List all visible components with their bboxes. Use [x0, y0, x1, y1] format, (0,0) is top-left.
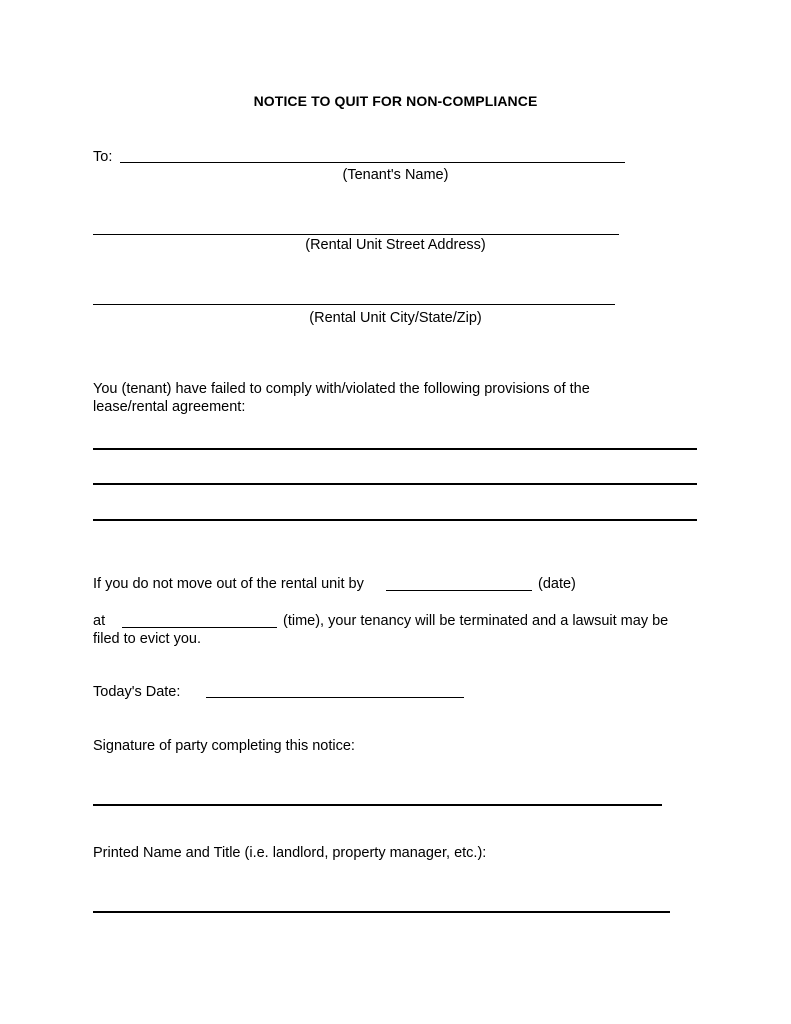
violation-text-line1: You (tenant) have failed to comply with/violated the following provisions of the: [93, 381, 590, 397]
provision-line-1[interactable]: [93, 448, 697, 450]
at-label: at: [93, 613, 106, 629]
provision-line-3[interactable]: [93, 519, 697, 521]
violation-paragraph: [93, 380, 713, 416]
move-out-text: If you do not move out of the rental unit by: [93, 576, 364, 592]
tenant-name-caption: (Tenant's Name): [342, 167, 449, 183]
violation-text-line2: lease/rental agreement:: [93, 399, 246, 415]
date-label: (date): [538, 576, 576, 592]
document-title: NOTICE TO QUIT FOR NON-COMPLIANCE: [253, 93, 538, 109]
provision-line-2[interactable]: [93, 483, 697, 485]
printed-name-label: Printed Name and Title (i.e. landlord, property manager, etc.):: [93, 845, 487, 861]
signature-field[interactable]: [93, 804, 662, 806]
todays-date-label: Today's Date:: [93, 684, 181, 700]
move-out-date-field[interactable]: [386, 590, 532, 591]
termination-text-line2: filed to evict you.: [93, 631, 201, 647]
move-out-time-field[interactable]: [122, 627, 277, 628]
street-address-caption: (Rental Unit Street Address): [305, 237, 486, 253]
to-label: To:: [93, 149, 113, 165]
printed-name-field[interactable]: [93, 911, 670, 913]
termination-text-line1: (time), your tenancy will be terminated and a lawsuit may be: [283, 613, 669, 629]
city-state-zip-caption: (Rental Unit City/State/Zip): [309, 310, 482, 326]
city-state-zip-field[interactable]: [93, 304, 615, 305]
tenant-name-field[interactable]: [120, 162, 625, 163]
signature-label: Signature of party completing this notice:: [93, 738, 355, 754]
street-address-field[interactable]: [93, 234, 619, 235]
todays-date-field[interactable]: [206, 697, 464, 698]
